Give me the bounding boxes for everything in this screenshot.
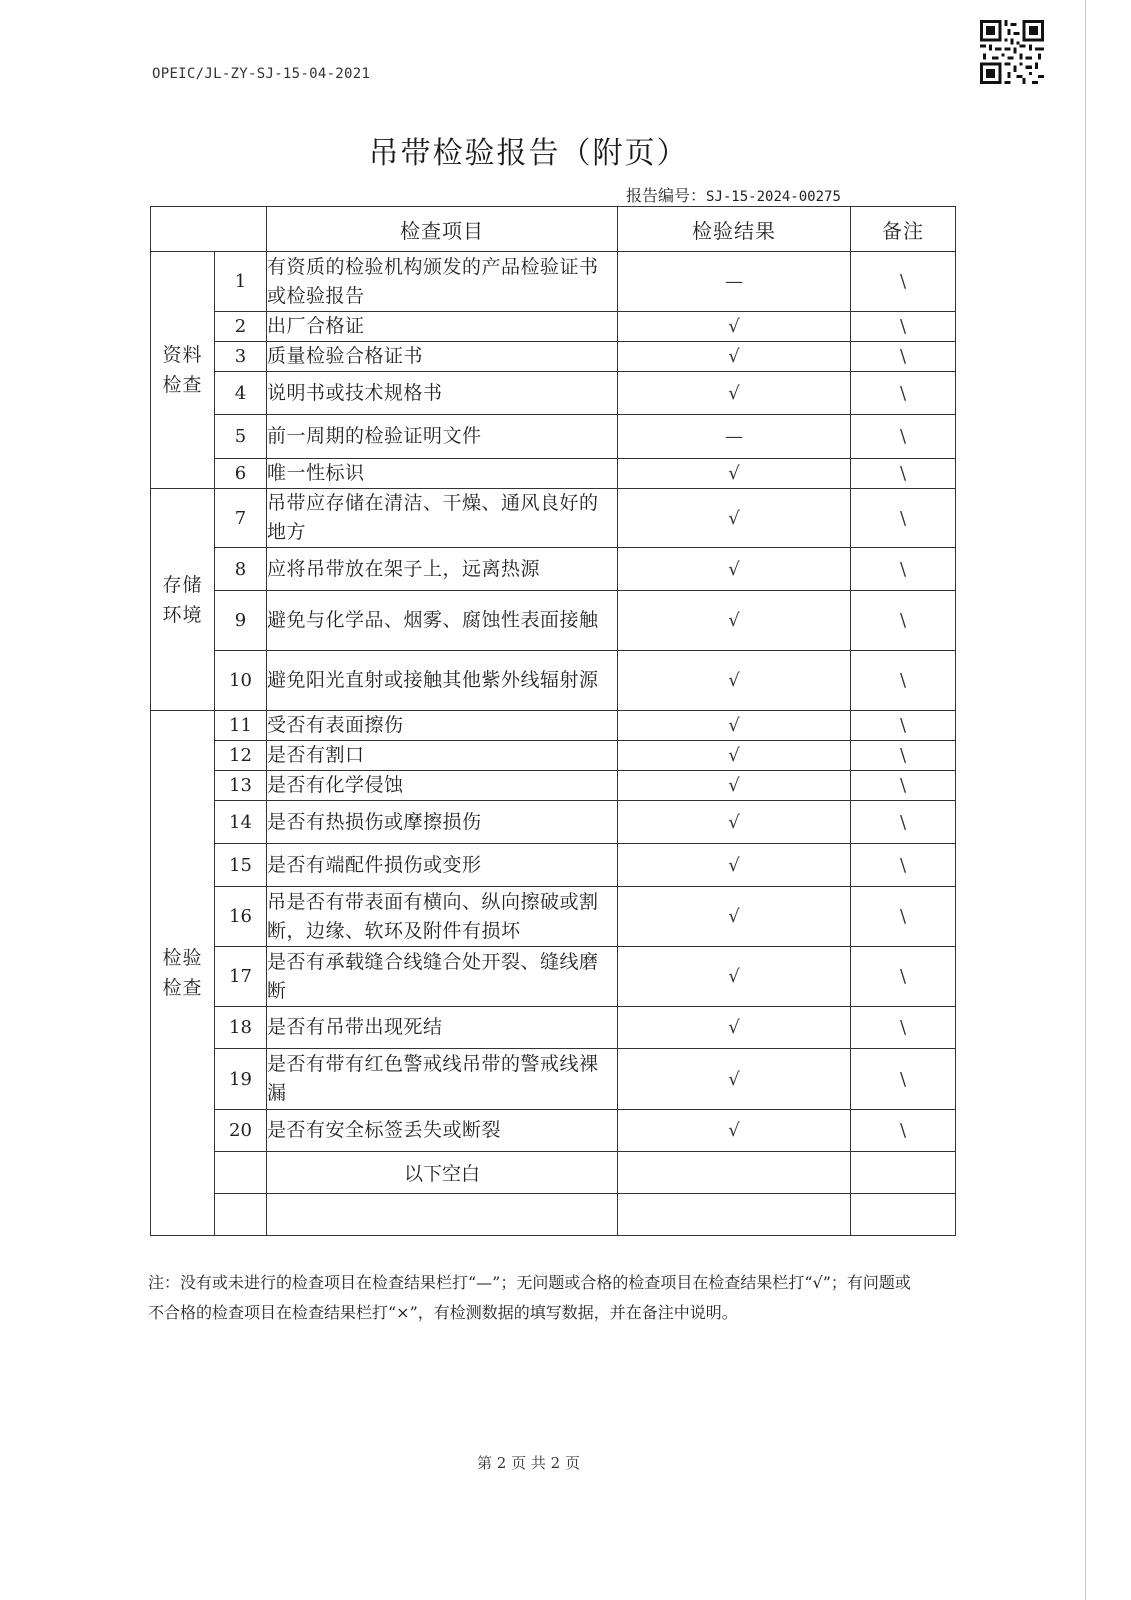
header-result: 检验结果 <box>618 207 851 252</box>
row-remark: \ <box>851 1049 956 1110</box>
row-result: √ <box>618 548 851 591</box>
row-item: 唯一性标识 <box>267 459 618 489</box>
row-number: 17 <box>215 947 267 1007</box>
row-item: 说明书或技术规格书 <box>267 372 618 415</box>
row-result: √ <box>618 1049 851 1110</box>
table-row <box>151 741 956 771</box>
header-item: 检查项目 <box>267 207 618 252</box>
table-row <box>151 489 956 548</box>
category-storage-label: 存储环境 <box>162 573 203 626</box>
empty-item-cell <box>267 1194 618 1236</box>
table-row <box>151 651 956 711</box>
row-number: 15 <box>215 844 267 887</box>
row-result: — <box>618 415 851 459</box>
row-number: 4 <box>215 372 267 415</box>
row-item: 前一周期的检验证明文件 <box>267 415 618 459</box>
table-header-row <box>151 207 956 252</box>
inspection-table <box>150 206 956 1236</box>
row-item: 吊带应存储在清洁、干燥、通风良好的地方 <box>267 489 618 548</box>
row-item: 出厂合格证 <box>267 312 618 342</box>
row-result: √ <box>618 1110 851 1152</box>
row-item: 是否有端配件损伤或变形 <box>267 844 618 887</box>
table-row <box>151 591 956 651</box>
row-number: 5 <box>215 415 267 459</box>
table-row <box>151 887 956 947</box>
row-result: √ <box>618 844 851 887</box>
header-remark: 备注 <box>851 207 956 252</box>
row-remark: \ <box>851 342 956 372</box>
table-row <box>151 801 956 844</box>
row-remark: \ <box>851 591 956 651</box>
row-number: 20 <box>215 1110 267 1152</box>
row-remark: \ <box>851 844 956 887</box>
row-result: √ <box>618 947 851 1007</box>
row-number: 13 <box>215 771 267 801</box>
row-number: 9 <box>215 591 267 651</box>
row-item: 避免阳光直射或接触其他紫外线辐射源 <box>267 651 618 711</box>
row-number: 6 <box>215 459 267 489</box>
table-row <box>151 844 956 887</box>
row-item: 吊是否有带表面有横向、纵向擦破或割断，边缘、软环及附件有损坏 <box>267 887 618 947</box>
row-item: 受否有表面擦伤 <box>267 711 618 741</box>
page-footer: 第 2 页 共 2 页 <box>477 1454 580 1472</box>
row-number: 8 <box>215 548 267 591</box>
row-remark: \ <box>851 548 956 591</box>
table-row <box>151 459 956 489</box>
row-remark: \ <box>851 489 956 548</box>
page-title: 吊带检验报告（附页） <box>368 136 689 171</box>
row-item: 是否有承载缝合线缝合处开裂、缝线磨断 <box>267 947 618 1007</box>
table-row <box>151 1007 956 1049</box>
row-remark: \ <box>851 415 956 459</box>
qr-code-icon <box>980 20 1044 84</box>
row-result: √ <box>618 651 851 711</box>
category-inspect-label: 检验检查 <box>162 947 203 999</box>
row-remark: \ <box>851 1110 956 1152</box>
row-remark: \ <box>851 711 956 741</box>
document-code: OPEIC/JL-ZY-SJ-15-04-2021 <box>152 66 371 82</box>
row-number: 2 <box>215 312 267 342</box>
row-item: 有资质的检验机构颁发的产品检验证书或检验报告 <box>267 252 618 312</box>
table-row <box>151 711 956 741</box>
category-docs <box>151 252 215 489</box>
row-result: √ <box>618 372 851 415</box>
row-number: 11 <box>215 711 267 741</box>
row-result: √ <box>618 459 851 489</box>
empty-number-cell <box>215 1194 267 1236</box>
report-number <box>626 183 841 206</box>
report-number-label: 报告编号： <box>626 186 707 205</box>
row-result: √ <box>618 489 851 548</box>
empty-result-cell <box>618 1194 851 1236</box>
page-edge-line <box>1085 0 1086 1600</box>
row-remark: \ <box>851 771 956 801</box>
table-row-blank-note <box>151 1152 956 1194</box>
row-result: √ <box>618 801 851 844</box>
category-storage <box>151 489 215 711</box>
row-remark: \ <box>851 887 956 947</box>
blank-number-cell <box>215 1152 267 1194</box>
row-number: 10 <box>215 651 267 711</box>
row-remark: \ <box>851 372 956 415</box>
row-result: — <box>618 252 851 312</box>
header-blank-cell <box>151 207 267 252</box>
row-remark: \ <box>851 947 956 1007</box>
row-item: 应将吊带放在架子上，远离热源 <box>267 548 618 591</box>
category-inspect <box>151 711 215 1236</box>
row-number: 14 <box>215 801 267 844</box>
row-remark: \ <box>851 459 956 489</box>
row-remark: \ <box>851 801 956 844</box>
empty-remark-cell <box>851 1194 956 1236</box>
row-remark: \ <box>851 1007 956 1049</box>
footnote: 注：没有或未进行的检查项目在检查结果栏打“—”；无问题或合格的检查项目在检查结果栏打“√”；有问题或不合格的检查项目在检查结果栏打“×”，有检测数据的填写数据，并在备注中说明。 <box>148 1273 911 1322</box>
report-number-value: SJ-15-2024-00275 <box>706 189 841 205</box>
row-result: √ <box>618 312 851 342</box>
row-number: 18 <box>215 1007 267 1049</box>
row-item: 是否有吊带出现死结 <box>267 1007 618 1049</box>
category-docs-label: 资料检查 <box>162 344 203 396</box>
row-number: 1 <box>215 252 267 312</box>
table-row <box>151 1110 956 1152</box>
row-remark: \ <box>851 252 956 312</box>
row-number: 16 <box>215 887 267 947</box>
table-row <box>151 947 956 1007</box>
table-row <box>151 342 956 372</box>
row-result: √ <box>618 342 851 372</box>
row-item: 是否有化学侵蚀 <box>267 771 618 801</box>
row-result: √ <box>618 741 851 771</box>
row-result: √ <box>618 711 851 741</box>
table-row <box>151 252 956 312</box>
blank-result-cell <box>618 1152 851 1194</box>
row-number: 12 <box>215 741 267 771</box>
row-item: 是否有割口 <box>267 741 618 771</box>
row-item: 是否有安全标签丢失或断裂 <box>267 1110 618 1152</box>
table-row <box>151 548 956 591</box>
table-row <box>151 1049 956 1110</box>
row-number: 19 <box>215 1049 267 1110</box>
table-row <box>151 312 956 342</box>
table-row <box>151 771 956 801</box>
row-item: 避免与化学品、烟雾、腐蚀性表面接触 <box>267 591 618 651</box>
row-number: 7 <box>215 489 267 548</box>
row-result: √ <box>618 771 851 801</box>
row-result: √ <box>618 1007 851 1049</box>
row-result: √ <box>618 887 851 947</box>
row-remark: \ <box>851 741 956 771</box>
blank-below-text: 以下空白 <box>267 1152 618 1194</box>
table-row <box>151 415 956 459</box>
row-item: 是否有热损伤或摩擦损伤 <box>267 801 618 844</box>
table-row <box>151 372 956 415</box>
row-remark: \ <box>851 651 956 711</box>
row-number: 3 <box>215 342 267 372</box>
blank-remark-cell <box>851 1152 956 1194</box>
row-item: 是否有带有红色警戒线吊带的警戒线裸漏 <box>267 1049 618 1110</box>
row-item: 质量检验合格证书 <box>267 342 618 372</box>
row-result: √ <box>618 591 851 651</box>
table-row-empty <box>151 1194 956 1236</box>
row-remark: \ <box>851 312 956 342</box>
